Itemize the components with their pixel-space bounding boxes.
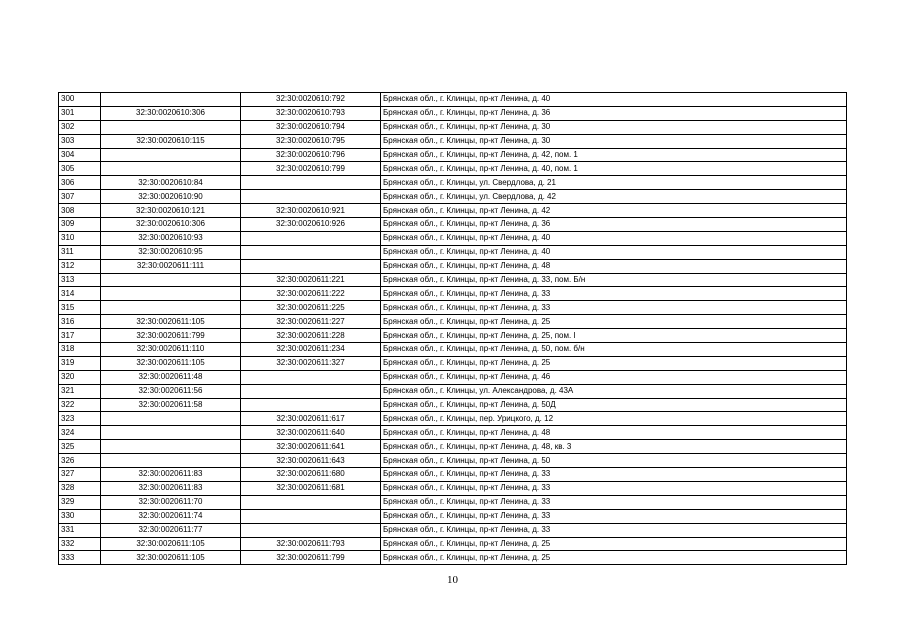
building-cadastral-number-cell: 32:30:0020610:792 bbox=[241, 93, 381, 107]
land-cadastral-number-cell bbox=[101, 148, 241, 162]
table-row bbox=[59, 148, 847, 162]
table-row bbox=[59, 468, 847, 482]
address-cell: Брянская обл., г. Клинцы, пр-кт Ленина, д. 48, кв. 3 bbox=[381, 440, 847, 454]
row-number-cell: 324 bbox=[59, 426, 101, 440]
row-number-cell: 332 bbox=[59, 537, 101, 551]
land-cadastral-number-cell: 32:30:0020611:83 bbox=[101, 468, 241, 482]
row-number-cell: 323 bbox=[59, 412, 101, 426]
building-cadastral-number-cell: 32:30:0020611:641 bbox=[241, 440, 381, 454]
registry-table bbox=[58, 92, 847, 565]
table-row bbox=[59, 93, 847, 107]
row-number-cell: 303 bbox=[59, 134, 101, 148]
building-cadastral-number-cell: 32:30:0020610:794 bbox=[241, 120, 381, 134]
row-number-cell: 304 bbox=[59, 148, 101, 162]
land-cadastral-number-cell: 32:30:0020610:306 bbox=[101, 106, 241, 120]
address-cell: Брянская обл., г. Клинцы, пр-кт Ленина, д. 48 bbox=[381, 426, 847, 440]
address-cell: Брянская обл., г. Клинцы, пр-кт Ленина, д. 25 bbox=[381, 551, 847, 565]
land-cadastral-number-cell: 32:30:0020611:74 bbox=[101, 509, 241, 523]
building-cadastral-number-cell bbox=[241, 370, 381, 384]
land-cadastral-number-cell bbox=[101, 273, 241, 287]
land-cadastral-number-cell: 32:30:0020610:95 bbox=[101, 245, 241, 259]
address-cell: Брянская обл., г. Клинцы, пр-кт Ленина, д. 33, пом. Б/н bbox=[381, 273, 847, 287]
row-number-cell: 326 bbox=[59, 454, 101, 468]
row-number-cell: 330 bbox=[59, 509, 101, 523]
row-number-cell: 300 bbox=[59, 93, 101, 107]
land-cadastral-number-cell: 32:30:0020611:105 bbox=[101, 356, 241, 370]
row-number-cell: 314 bbox=[59, 287, 101, 301]
land-cadastral-number-cell: 32:30:0020611:111 bbox=[101, 259, 241, 273]
land-cadastral-number-cell: 32:30:0020611:105 bbox=[101, 537, 241, 551]
address-cell: Брянская обл., г. Клинцы, пр-кт Ленина, д. 48 bbox=[381, 259, 847, 273]
address-cell: Брянская обл., г. Клинцы, пр-кт Ленина, д. 36 bbox=[381, 218, 847, 232]
table-row bbox=[59, 245, 847, 259]
row-number-cell: 318 bbox=[59, 343, 101, 357]
building-cadastral-number-cell: 32:30:0020611:617 bbox=[241, 412, 381, 426]
table-row bbox=[59, 162, 847, 176]
address-cell: Брянская обл., г. Клинцы, пр-кт Ленина, д. 42, пом. 1 bbox=[381, 148, 847, 162]
land-cadastral-number-cell: 32:30:0020611:48 bbox=[101, 370, 241, 384]
land-cadastral-number-cell: 32:30:0020611:58 bbox=[101, 398, 241, 412]
building-cadastral-number-cell: 32:30:0020611:640 bbox=[241, 426, 381, 440]
table-row bbox=[59, 412, 847, 426]
building-cadastral-number-cell bbox=[241, 190, 381, 204]
land-cadastral-number-cell: 32:30:0020610:306 bbox=[101, 218, 241, 232]
address-cell: Брянская обл., г. Клинцы, пр-кт Ленина, д. 25 bbox=[381, 356, 847, 370]
table-row bbox=[59, 120, 847, 134]
building-cadastral-number-cell: 32:30:0020610:793 bbox=[241, 106, 381, 120]
row-number-cell: 315 bbox=[59, 301, 101, 315]
table-row bbox=[59, 370, 847, 384]
table-row bbox=[59, 398, 847, 412]
address-cell: Брянская обл., г. Клинцы, пр-кт Ленина, д. 33 bbox=[381, 481, 847, 495]
address-cell: Брянская обл., г. Клинцы, пр-кт Ленина, д. 40, пом. 1 bbox=[381, 162, 847, 176]
building-cadastral-number-cell bbox=[241, 231, 381, 245]
table-row bbox=[59, 537, 847, 551]
table-row bbox=[59, 495, 847, 509]
building-cadastral-number-cell: 32:30:0020611:327 bbox=[241, 356, 381, 370]
building-cadastral-number-cell: 32:30:0020611:643 bbox=[241, 454, 381, 468]
row-number-cell: 305 bbox=[59, 162, 101, 176]
building-cadastral-number-cell bbox=[241, 495, 381, 509]
row-number-cell: 316 bbox=[59, 315, 101, 329]
land-cadastral-number-cell bbox=[101, 440, 241, 454]
land-cadastral-number-cell: 32:30:0020611:105 bbox=[101, 551, 241, 565]
building-cadastral-number-cell: 32:30:0020611:681 bbox=[241, 481, 381, 495]
row-number-cell: 327 bbox=[59, 468, 101, 482]
row-number-cell: 322 bbox=[59, 398, 101, 412]
row-number-cell: 311 bbox=[59, 245, 101, 259]
table-row bbox=[59, 329, 847, 343]
address-cell: Брянская обл., г. Клинцы, пр-кт Ленина, д. 50 bbox=[381, 454, 847, 468]
building-cadastral-number-cell bbox=[241, 176, 381, 190]
table-row bbox=[59, 315, 847, 329]
row-number-cell: 306 bbox=[59, 176, 101, 190]
address-cell: Брянская обл., г. Клинцы, ул. Свердлова, д. 42 bbox=[381, 190, 847, 204]
building-cadastral-number-cell: 32:30:0020611:799 bbox=[241, 551, 381, 565]
land-cadastral-number-cell: 32:30:0020611:105 bbox=[101, 315, 241, 329]
table-row bbox=[59, 384, 847, 398]
address-cell: Брянская обл., г. Клинцы, пр-кт Ленина, д. 40 bbox=[381, 93, 847, 107]
land-cadastral-number-cell: 32:30:0020610:115 bbox=[101, 134, 241, 148]
address-cell: Брянская обл., г. Клинцы, пр-кт Ленина, д. 25 bbox=[381, 315, 847, 329]
land-cadastral-number-cell bbox=[101, 301, 241, 315]
building-cadastral-number-cell bbox=[241, 398, 381, 412]
address-cell: Брянская обл., г. Клинцы, пр-кт Ленина, д. 25 bbox=[381, 537, 847, 551]
address-cell: Брянская обл., г. Клинцы, пр-кт Ленина, д. 30 bbox=[381, 134, 847, 148]
address-cell: Брянская обл., г. Клинцы, ул. Свердлова, д. 21 bbox=[381, 176, 847, 190]
land-cadastral-number-cell bbox=[101, 162, 241, 176]
row-number-cell: 320 bbox=[59, 370, 101, 384]
land-cadastral-number-cell: 32:30:0020611:70 bbox=[101, 495, 241, 509]
land-cadastral-number-cell: 32:30:0020611:110 bbox=[101, 343, 241, 357]
building-cadastral-number-cell bbox=[241, 509, 381, 523]
land-cadastral-number-cell: 32:30:0020611:799 bbox=[101, 329, 241, 343]
row-number-cell: 329 bbox=[59, 495, 101, 509]
building-cadastral-number-cell: 32:30:0020611:228 bbox=[241, 329, 381, 343]
land-cadastral-number-cell: 32:30:0020611:83 bbox=[101, 481, 241, 495]
address-cell: Брянская обл., г. Клинцы, пр-кт Ленина, д. 33 bbox=[381, 523, 847, 537]
address-cell: Брянская обл., г. Клинцы, пр-кт Ленина, д. 33 bbox=[381, 495, 847, 509]
table-row bbox=[59, 231, 847, 245]
row-number-cell: 328 bbox=[59, 481, 101, 495]
address-cell: Брянская обл., г. Клинцы, пр-кт Ленина, д. 33 bbox=[381, 287, 847, 301]
building-cadastral-number-cell: 32:30:0020610:796 bbox=[241, 148, 381, 162]
table-row bbox=[59, 301, 847, 315]
building-cadastral-number-cell: 32:30:0020610:921 bbox=[241, 204, 381, 218]
row-number-cell: 325 bbox=[59, 440, 101, 454]
land-cadastral-number-cell bbox=[101, 454, 241, 468]
land-cadastral-number-cell bbox=[101, 287, 241, 301]
row-number-cell: 310 bbox=[59, 231, 101, 245]
land-cadastral-number-cell: 32:30:0020611:56 bbox=[101, 384, 241, 398]
building-cadastral-number-cell: 32:30:0020611:225 bbox=[241, 301, 381, 315]
address-cell: Брянская обл., г. Клинцы, ул. Александрова, д. 43А bbox=[381, 384, 847, 398]
building-cadastral-number-cell bbox=[241, 259, 381, 273]
row-number-cell: 309 bbox=[59, 218, 101, 232]
address-cell: Брянская обл., г. Клинцы, пр-кт Ленина, д. 46 bbox=[381, 370, 847, 384]
address-cell: Брянская обл., г. Клинцы, пр-кт Ленина, д. 33 bbox=[381, 509, 847, 523]
table-row bbox=[59, 273, 847, 287]
address-cell: Брянская обл., г. Клинцы, пр-кт Ленина, д. 25, пом. I bbox=[381, 329, 847, 343]
table-row bbox=[59, 204, 847, 218]
table-row bbox=[59, 134, 847, 148]
table-row bbox=[59, 259, 847, 273]
building-cadastral-number-cell: 32:30:0020610:926 bbox=[241, 218, 381, 232]
building-cadastral-number-cell bbox=[241, 523, 381, 537]
table-row bbox=[59, 190, 847, 204]
table-row bbox=[59, 426, 847, 440]
page-number: 10 bbox=[447, 574, 458, 586]
registry-table-body bbox=[59, 93, 847, 565]
row-number-cell: 308 bbox=[59, 204, 101, 218]
address-cell: Брянская обл., г. Клинцы, пр-кт Ленина, д. 50, пом. б/н bbox=[381, 343, 847, 357]
land-cadastral-number-cell: 32:30:0020610:84 bbox=[101, 176, 241, 190]
building-cadastral-number-cell: 32:30:0020611:227 bbox=[241, 315, 381, 329]
table-row bbox=[59, 106, 847, 120]
land-cadastral-number-cell: 32:30:0020610:93 bbox=[101, 231, 241, 245]
building-cadastral-number-cell: 32:30:0020611:222 bbox=[241, 287, 381, 301]
address-cell: Брянская обл., г. Клинцы, пр-кт Ленина, д. 50Д bbox=[381, 398, 847, 412]
building-cadastral-number-cell: 32:30:0020610:799 bbox=[241, 162, 381, 176]
building-cadastral-number-cell bbox=[241, 245, 381, 259]
row-number-cell: 317 bbox=[59, 329, 101, 343]
building-cadastral-number-cell: 32:30:0020611:793 bbox=[241, 537, 381, 551]
row-number-cell: 312 bbox=[59, 259, 101, 273]
table-row bbox=[59, 523, 847, 537]
land-cadastral-number-cell bbox=[101, 120, 241, 134]
building-cadastral-number-cell: 32:30:0020611:680 bbox=[241, 468, 381, 482]
table-row bbox=[59, 440, 847, 454]
table-row bbox=[59, 176, 847, 190]
table-row bbox=[59, 343, 847, 357]
address-cell: Брянская обл., г. Клинцы, пр-кт Ленина, д. 33 bbox=[381, 301, 847, 315]
address-cell: Брянская обл., г. Клинцы, пр-кт Ленина, д. 33 bbox=[381, 468, 847, 482]
address-cell: Брянская обл., г. Клинцы, пр-кт Ленина, д. 40 bbox=[381, 231, 847, 245]
row-number-cell: 333 bbox=[59, 551, 101, 565]
address-cell: Брянская обл., г. Клинцы, пр-кт Ленина, д. 40 bbox=[381, 245, 847, 259]
address-cell: Брянская обл., г. Клинцы, пер. Урицкого, д. 12 bbox=[381, 412, 847, 426]
table-row bbox=[59, 551, 847, 565]
address-cell: Брянская обл., г. Клинцы, пр-кт Ленина, д. 36 bbox=[381, 106, 847, 120]
land-cadastral-number-cell: 32:30:0020611:77 bbox=[101, 523, 241, 537]
building-cadastral-number-cell: 32:30:0020611:221 bbox=[241, 273, 381, 287]
row-number-cell: 301 bbox=[59, 106, 101, 120]
building-cadastral-number-cell bbox=[241, 384, 381, 398]
land-cadastral-number-cell bbox=[101, 93, 241, 107]
table-row bbox=[59, 454, 847, 468]
address-cell: Брянская обл., г. Клинцы, пр-кт Ленина, д. 42 bbox=[381, 204, 847, 218]
table-row bbox=[59, 356, 847, 370]
row-number-cell: 331 bbox=[59, 523, 101, 537]
building-cadastral-number-cell: 32:30:0020611:234 bbox=[241, 343, 381, 357]
table-row bbox=[59, 287, 847, 301]
building-cadastral-number-cell: 32:30:0020610:795 bbox=[241, 134, 381, 148]
row-number-cell: 321 bbox=[59, 384, 101, 398]
row-number-cell: 302 bbox=[59, 120, 101, 134]
row-number-cell: 313 bbox=[59, 273, 101, 287]
row-number-cell: 319 bbox=[59, 356, 101, 370]
land-cadastral-number-cell: 32:30:0020610:90 bbox=[101, 190, 241, 204]
table-row bbox=[59, 218, 847, 232]
address-cell: Брянская обл., г. Клинцы, пр-кт Ленина, д. 30 bbox=[381, 120, 847, 134]
land-cadastral-number-cell: 32:30:0020610:121 bbox=[101, 204, 241, 218]
table-row bbox=[59, 481, 847, 495]
land-cadastral-number-cell bbox=[101, 412, 241, 426]
table-row bbox=[59, 509, 847, 523]
land-cadastral-number-cell bbox=[101, 426, 241, 440]
row-number-cell: 307 bbox=[59, 190, 101, 204]
